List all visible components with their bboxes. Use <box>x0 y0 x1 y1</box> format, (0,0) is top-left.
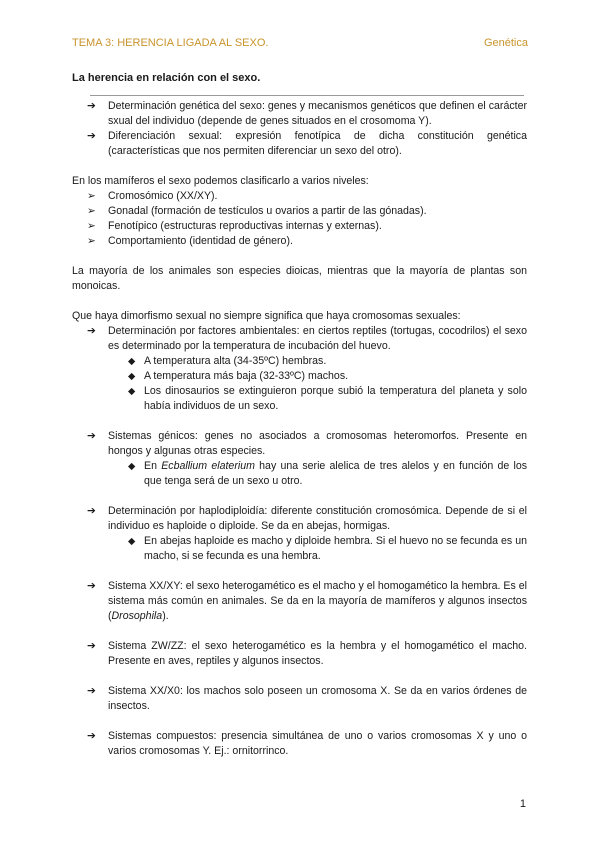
triangle-bullet-icon: ➢ <box>87 190 96 202</box>
triangle-bullet-icon: ➢ <box>87 220 96 232</box>
list-item: ➔ Determinación por factores ambientales: en ciertos reptiles (tortugas, cocodrilos) el sexo es determinado por la temperatura de incubación del huevo. <box>87 325 527 352</box>
list-item: ➔ Determinación genética del sexo: genes y mecanismos genéticos que definen el carácter sxual del individuo (depende de genes situados en el crosomoma Y). <box>87 100 527 127</box>
paragraph: Que haya dimorfismo sexual no siempre significa que haya cromosomas sexuales: <box>72 310 461 322</box>
triangle-bullet-icon: ➢ <box>87 235 96 247</box>
triangle-bullet-icon: ➢ <box>87 205 96 217</box>
list-item: ➢ Cromosómico (XX/XY). <box>87 190 218 202</box>
list-item: ➔ Sistema ZW/ZZ: el sexo heterogamético es la hembra y el homogamético el macho. Presente en aves, reptiles y algunos insectos. <box>87 640 527 667</box>
list-item: ➔ Sistema XX/X0: los machos solo poseen un cromosoma X. Se da en varios órdenes de insectos. <box>87 685 527 712</box>
list-item: ➢ Gonadal (formación de testículos u ovarios a partir de las gónadas). <box>87 205 427 217</box>
arrow-bullet-icon: ➔ <box>87 730 96 742</box>
list-item: ➢ Fenotípico (estructuras reproductivas internas y externas). <box>87 220 382 232</box>
sub-list-item: ◆ En abejas haploide es macho y diploide hembra. Si el huevo no se fecunda es un macho, si se fecunda es una hembra. <box>128 535 527 562</box>
paragraph: En los mamíferos el sexo podemos clasificarlo a varios niveles: <box>72 175 369 187</box>
diamond-bullet-icon: ◆ <box>128 386 136 397</box>
horizontal-rule <box>90 95 524 96</box>
list-item: ➔ Sistema XX/XY: el sexo heterogamético es el macho y el homogamético la hembra. Es el sistema más común en animales. Se da en la mayoría de mamíferos y algunos insectos (Drosophila). <box>87 580 527 622</box>
arrow-bullet-icon: ➔ <box>87 130 96 142</box>
arrow-bullet-icon: ➔ <box>87 685 96 697</box>
list-item: ➔ Diferenciación sexual: expresión fenotípica de dicha constitución genética (características que nos permiten diferenciar un sexo del otro). <box>87 130 527 157</box>
diamond-bullet-icon: ◆ <box>128 536 136 547</box>
arrow-bullet-icon: ➔ <box>87 505 96 517</box>
sub-list-item: ◆ Los dinosaurios se extinguieron porque subió la temperatura del planeta y solo había individuos de un sexo. <box>128 385 527 412</box>
list-item: ➔ Sistemas compuestos: presencia simultánea de uno o varios cromosomas X y uno o varios cromosomas Y. Ej.: ornitorrinco. <box>87 730 527 757</box>
arrow-bullet-icon: ➔ <box>87 640 96 652</box>
sub-list-item: ◆ A temperatura alta (34-35ºC) hembras. <box>128 355 327 367</box>
arrow-bullet-icon: ➔ <box>87 580 96 592</box>
list-item: ➔ Sistemas génicos: genes no asociados a cromosomas heteromorfos. Presente en hongos y algunas otras especies. <box>87 430 527 457</box>
document-body <box>72 99 527 759</box>
paragraph: La mayoría de los animales son especies dioicas, mientras que la mayoría de plantas son monoicas. <box>72 265 527 292</box>
diamond-bullet-icon: ◆ <box>128 356 136 367</box>
section-title: La herencia en relación con el sexo. <box>72 72 261 84</box>
arrow-bullet-icon: ➔ <box>87 430 96 442</box>
diamond-bullet-icon: ◆ <box>128 371 136 382</box>
list-item: ➔ Determinación por haplodiploidía: diferente constitución cromosómica. Depende de si el individuo es haploide o diploide. Se da en abejas, hormigas. <box>87 505 527 532</box>
sub-list-item: ◆ A temperatura más baja (32-33ºC) machos. <box>128 370 349 382</box>
species-name: Drosophila <box>111 610 163 622</box>
header-subject: Genética <box>483 37 528 49</box>
diamond-bullet-icon: ◆ <box>128 461 136 472</box>
header-topic: TEMA 3: HERENCIA LIGADA AL SEXO. <box>72 37 269 49</box>
list-item: ➢ Comportamiento (identidad de género). <box>87 235 293 247</box>
page-number: 1 <box>519 798 526 810</box>
species-name: Ecballium elaterium <box>161 460 255 472</box>
arrow-bullet-icon: ➔ <box>87 325 96 337</box>
arrow-bullet-icon: ➔ <box>87 100 96 112</box>
sub-list-item: ◆ En Ecballium elaterium hay una serie alelica de tres alelos y en función de los que tenga será de un sexo u otro. <box>128 460 528 487</box>
